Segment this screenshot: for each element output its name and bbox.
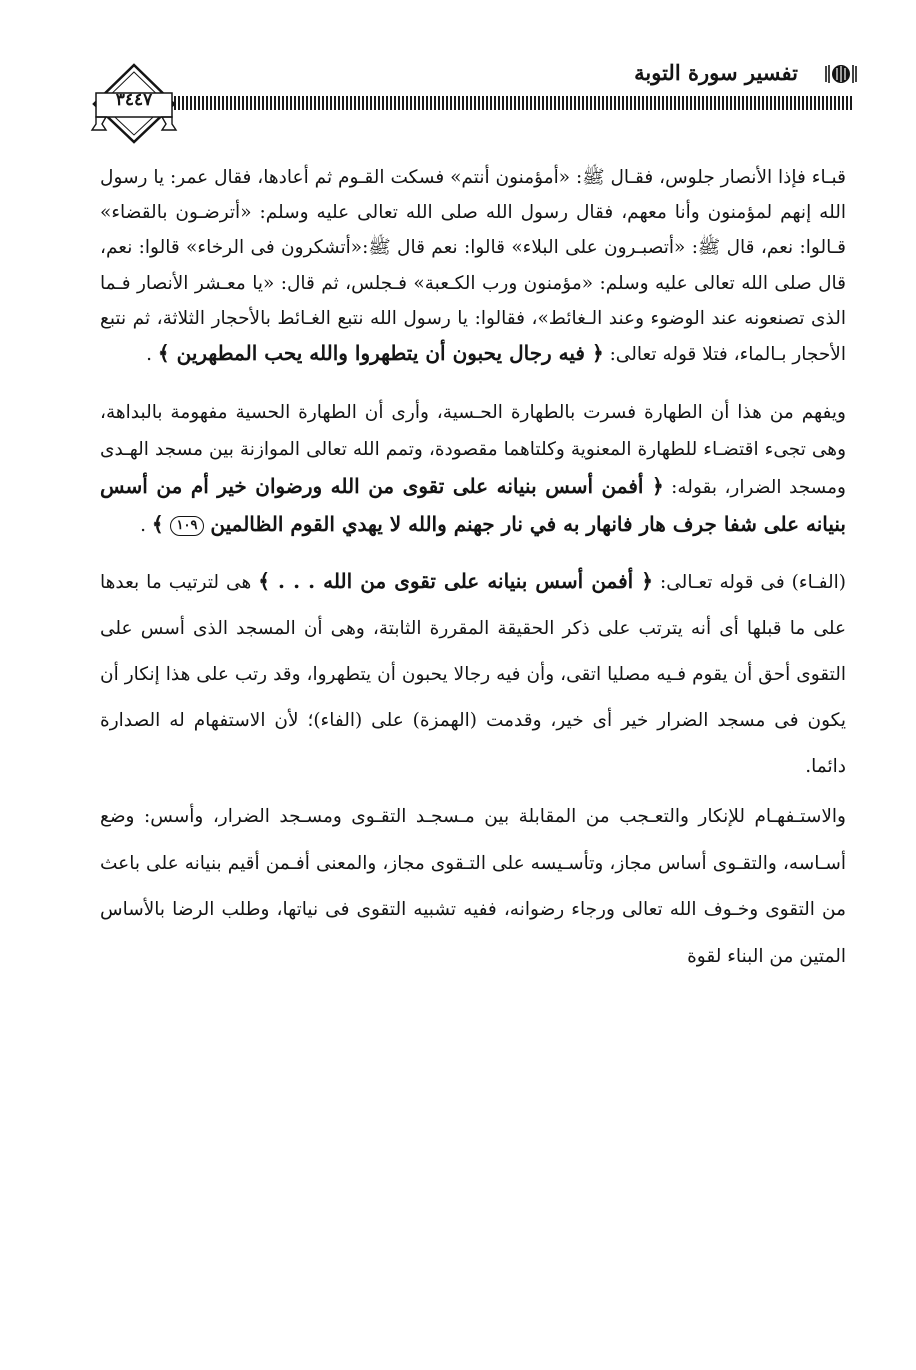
paragraph-3-text: (الفـاء) فى قوله تعـالى: (653, 572, 846, 594)
paragraph-1 (100, 160, 846, 372)
paragraph-4 (100, 794, 846, 980)
paragraph-2-text: ويفهم من هذا أن الطهارة فسرت بالطهارة الحـسية، وأرى أن الطهارة الحسية مفهومة بالبداهة، وهى تجىء اقتضـاء للطهارة المعنوية وكلتاهما مقصودة، وتمم الله تعالى الموازنة بين مسجد الهـدى ومسجد الضرار، بقوله: (100, 402, 847, 499)
paragraph-1-end: . (146, 344, 158, 366)
ayah-number: ١٠٩ (170, 516, 205, 536)
title-ornament-icon (824, 62, 858, 86)
paragraph-2-end: . (140, 515, 152, 537)
quran-verse-2-close: ﴾ (151, 512, 164, 537)
header-rule (174, 96, 854, 110)
page-header (88, 58, 858, 148)
paragraph-1-text: قبـاء فإذا الأنصار جلوس، فقـال ﷺ: «أمؤمنون أنتم» فسكت القـوم ثم أعادها، فقال عمر: يا رسول الله إنهم لمؤمنون وأنا معهم، فقال رسول الله صلى الله تعالى عليه وسلم: «أترضـون بالقضاء» قـالوا: نعم، قال ﷺ: «أتصبـرون على البلاء» قالوا: نعم قال ﷺ:«أتشكرون فى الرخاء» قالوا: نعم، قال صلى الله تعالى عليه وسلم: «مؤمنون ورب الكـعبة» فـجلس، ثم قال: «يا معـشر الأنصار فـما الذى تصنعونه عند الوضوء وعند الـغائط»، فقالوا: يا رسول الله نتبع الغـائط بالأحجار الثلاثة، ثم نتبع الأحجار بـالماء، فتلا قوله تعالى: (100, 167, 846, 366)
page-body (100, 160, 846, 980)
paragraph-4-text: والاستـفهـام للإنكار والتعـجب من المقابلة بين مـسجـد التقـوى ومسـجد الضرار، وأسس: وضع أسـاسه، والتقـوى أساس مجاز، وتأسـيسه على التـقوى مجاز، والمعنى أفـمن أقيم بنيانه على باعث من التقوى وخـوف الله تعالى ورجاء رضوانه، ففيه تشبيه التقوى فى نياتها، وطلب الرضا بالأساس المتين من البناء لقوة (100, 806, 846, 967)
page-number: ٣٤٤٧ (115, 90, 153, 110)
paragraph-2 (100, 394, 846, 544)
quran-verse-3: ﴿ أفمن أسس بنيانه على تقوى من الله . . . ﴾ (258, 569, 654, 594)
paragraph-3-rest: هى لترتيب ما بعدها على ما قبلها أى أنه يترتب على ذكر الحقيقة المقررة الثابتة، وهى أن المسجد الذى أسس على التقوى أحق أن يقوم فـيه مصليا اتقى، وأن فيه رجالا يحبون أن يتطهروا، وقد رتب على هذا إنكار أن يكون فى مسجد الضرار خير أى خير، وقدمت (الهمزة) على (الفاء)؛ لأن الاستفهام له الصدارة دائما. (100, 572, 846, 778)
quran-verse-1: ﴿ فيه رجال يحبون أن يتطهروا والله يحب المطهرين ﴾ (157, 341, 604, 366)
quran-verse-2: ﴿ أفمن أسس بنيانه على تقوى من الله ورضوان خير أم من أسس بنيانه على شفا جرف هار فانهار به في نار جهنم والله لا يهدي القوم الظالمين (100, 474, 846, 537)
paragraph-3 (100, 558, 846, 790)
book-title: تفسير سورة التوبة (634, 60, 798, 85)
